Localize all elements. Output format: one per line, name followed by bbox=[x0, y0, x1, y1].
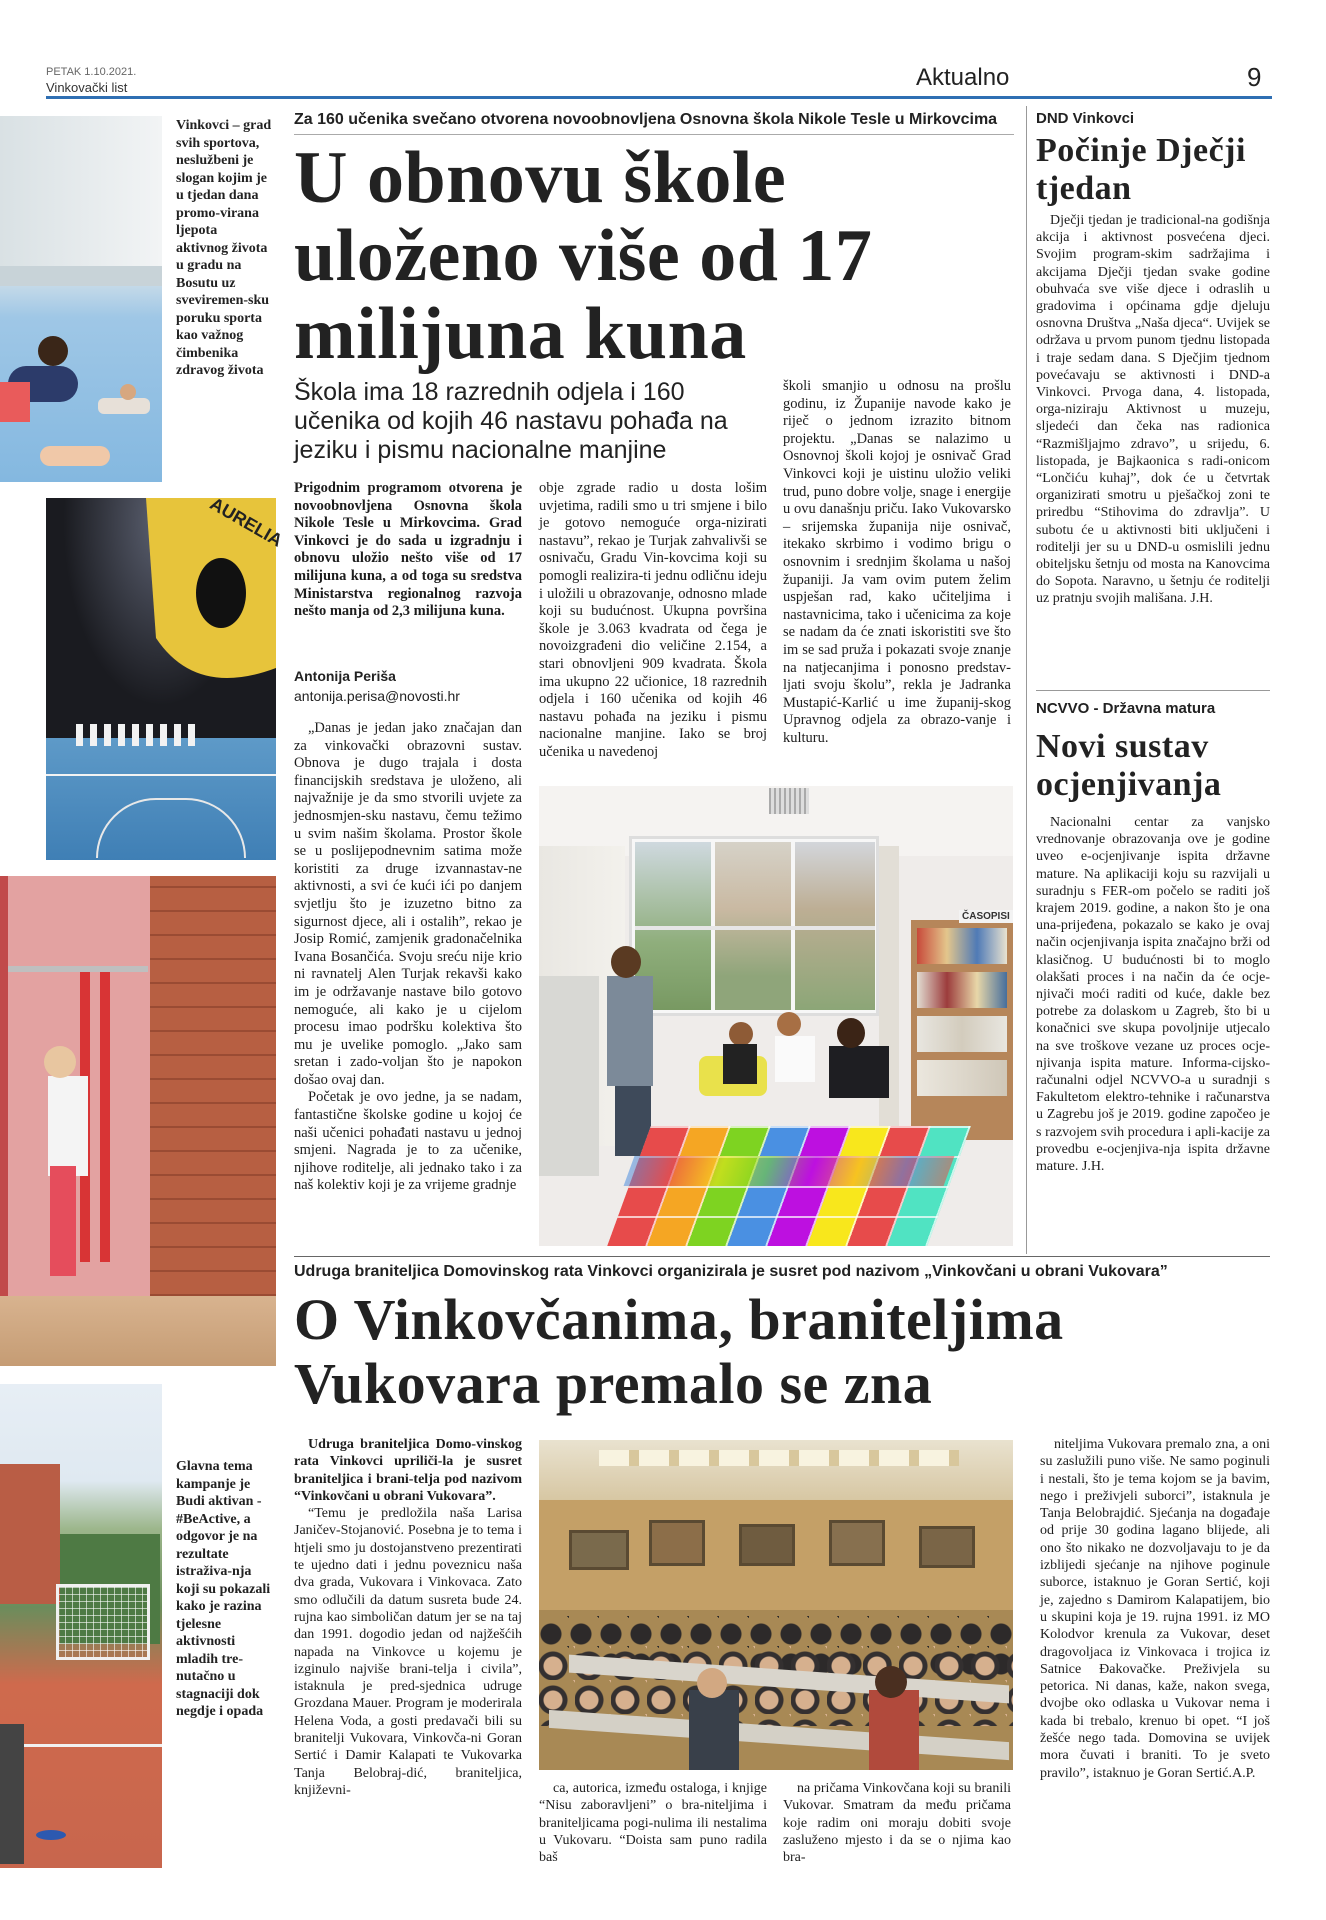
article2-lead: Udruga braniteljica Domo-vinskog rata Vinkovci upriliči-la je susret braniteljica i brani-telja pod nazivom “Vinkovčani u obrani Vukovara”. bbox=[294, 1437, 522, 1504]
article2-col3-text: na pričama Vinkovčana koji su branili Vukovar. Smatram da među pričama koje radim oni moraju dobiti svoje zasluženo mjesto i da se o njima kao bra- bbox=[783, 1781, 1011, 1866]
header-rule bbox=[46, 96, 1272, 99]
article2-col4-text: niteljima Vukovara premalo zna, a oni su zaslužili puno više. Ne samo poginuli i nestali, što je tema kojom se ja bavim, nego i preživjeli suborci”, istaknula je Tanja Belobrajdić. Sjećanja na događaje od prije 30 godina lagano blijede, ali ono što nikako ne dozvoljavaju to je da izblijedi sjećanje na njihove poginule suborce, istaknuo je Goran Sertić, koji je, zajedno s Damirom Kalapatijem, bio u skupini koja je 19. rujna 1991. iz MO Kolodvor krenula za Vukovar, deset dragovoljaca iz Vinkovaca i trojica iz Satnice Đakovačke. Preživjela su petorica. Ni danas, kaže, nakon svega, dvojbe oko odlaska u Vukovar nema i kada bi trebalo, krenuo bi opet. “I još žešće nego tada. Domovina se uvijek mora čuvati i braniti. To je sveto pravilo”, istaknuo je Goran Sertić.A.P. bbox=[1040, 1437, 1270, 1781]
ncvvo-kicker: NCVVO - Državna matura bbox=[1036, 700, 1216, 717]
article2-column2 bbox=[539, 1780, 767, 1866]
article2-column4 bbox=[1040, 1436, 1270, 1782]
dnd-headline: Počinje Dječji tjedan bbox=[1036, 132, 1246, 207]
article1-col1-p1: „Danas je jedan jako značajan dan za vinkovački obrazovni sustav. Obnova je dugo trajala i dosta financijskih sredstava je uloženo, ali najvažnije je da smo stvorili uvjete za jednosmjen-sku nastavu, čemu težimo u svim našim školama. Prostor škole se u poslijepodnevnim satima može koristiti za druge izvannastav-ne aktivnosti, a svi će kući ići po danjem svjetlju što je izuzetno bitno za sigurnost djece, ali i ostalih”, rekao je Josip Romić, zamjenik gradonačelnika Ivana Bosančića. Svoju sreću nije krio ni ravnatelj Alen Turjak rekavši kako im je održavanje nastave bilo gotovo nemoguće, ali kako je u cijelom procesu imao podršku kolektiva što mu je uvelike pomoglo. „Jako sam sretan i zado-voljan što je napokon došao ovaj dan. bbox=[294, 720, 522, 1088]
article1-column2: obje zgrade radio u dosta lošim uvjetima, radili smo u tri smjene i bilo je gotovo nemoguće orga-nizirati nastavu”, rekao je Turjak zahvalivši se osnivaču, Gradu Vin-kovcima koji su pomogli realizira-ti jednu odličnu ideju i uložili u obrazovanje, odnosno mlade koji su budućnost. Ukupna površina škole je 3.063 kvadrata od čega je novoizgrađeni dio veličine 2.154, a stari obnovljeni 909 kvadrata. Škola ima ukupno 22 učionice, 18 razrednih odjela i 160 učenika od kojih 46 nastavu pohađa na jeziku i pismu nacionalne manjine. Iako se broj učenika u navedenoj bbox=[539, 480, 767, 760]
article2-top-rule bbox=[294, 1256, 1270, 1257]
dnd-body bbox=[1036, 212, 1270, 608]
section-title: Aktualno bbox=[916, 64, 1010, 91]
newspaper-name: Vinkovački list bbox=[46, 80, 128, 95]
article2-column1 bbox=[294, 1436, 522, 1799]
article2-col1-text: “Temu je predložila naša Larisa Janičev-Stojanović. Posebna je to tema i htjeli smo ju dostojanstveno prezentirati te ujedno dati i jednu poveznicu naša dva grada, Vukovara i Vinkovaca. Zato smo odlučili da datum susreta bude 24. rujna kao simboličan datum jer se na taj dan 1991. dogodio jedan od najžešćih napada na Vinkovce u kojemu je izginulo najviše brani-telja i civila”, istaknula je pred-sjednica udruge Grozdana Mauer. Program je moderirala Helena Voda, a gosti predavači bili su branitelji Vukovara, Vinkovča-ni Goran Sertić i Damir Kalapati te Vukovarka Tanja Belobraj-dić, braniteljica, književni- bbox=[294, 1506, 522, 1798]
article1-col1-p2: Početak je ovo jedne, ja se nadam, fantastične školske godine u kojoj će naši učenici pohađati nastavu u jednoj smjeni. Nagrada je to za učenike, njihove roditelje, ali jednako tako i za naš kolektiv koji je za vrijeme gradnje bbox=[294, 1089, 522, 1194]
banner-text: AURELIA bbox=[206, 493, 286, 551]
article1-author: Antonija Periša bbox=[294, 668, 396, 684]
dnd-kicker: DND Vinkovci bbox=[1036, 110, 1135, 127]
article1-column3: školi smanjio u odnosu na prošlu godinu, iz Županije navode kako je riječ o jednom izrazito bitnom projektu. „Danas se nalazimo u Osnovnoj školi kojoj je osnivač Grad Vinkovci koji je uistinu uložio veliki trud, puno dobre volje, snage i energije u ovu današnju priču. Iako Vukovarsko – srijemska županija nije osnivač, itekako skrbimo i vodimo brigu o osnovnim i srednjim školama u našoj županiji. Ja vam ovim putem želim uspješan rad, kako učiteljima i nastavnicima, tako i učenicima za koje se nadam da će znati iskoristiti sve što im se sad pruža i pokazati svoje znanje na natjecanjima i ponosno predstav-ljati svoju školu”, rekla je Jadranka Mustapić-Karlić u ime županij-skog Upravnog odjela za obrazo-vanje i kulturu. bbox=[783, 378, 1011, 746]
photo-gym-children bbox=[0, 116, 162, 482]
photo-outdoor-court bbox=[0, 1384, 162, 1868]
photo-girl-climbing bbox=[0, 876, 276, 1366]
article2-kicker: Udruga braniteljica Domovinskog rata Vinkovci organizirala je susret pod nazivom „Vinkovčani u obrani Vukovara” bbox=[294, 1263, 1168, 1280]
sidebar-caption-sports: Vinkovci – grad svih sportova, neslužbeni je slogan kojim je u tjedan dana promo-virana ljepota aktivnog života u gradu na Bosutu uz sveviremen-sku poruku sporta kao važnog čimbenika zdravog života bbox=[176, 118, 272, 378]
article2-col2-text: ca, autorica, između ostaloga, i knjige “Nisu zaboravljeni” o bra-niteljima i braniteljicama pogi-nulima ili nestalima u Vukovaru. “Doista sam puno radila baš bbox=[539, 1781, 767, 1866]
article1-kicker: Za 160 učenika svečano otvorena novoobnovljena Osnovna škola Nikole Tesle u Mirkovcima bbox=[294, 111, 998, 128]
article1-subheadline: Škola ima 18 razrednih odjela i 160 učenika od kojih 46 nastavu pohađa na jeziku i pismu nacionalne manjine bbox=[294, 378, 728, 464]
dnd-body-text: Dječji tjedan je tradicional-na godišnja akcija i aktivnost posvećena djeci. Svojim program-skim sadržajima i akcijama Dječji tjedan svake godine obuhvaća sve više djece i odraslih u gradovima i općinama gdje djeluju osnovna Društva „Naša djeca“. Uvijek se održava u prvom punom tjednu listopada i traje sedam dana. S Dječjim tjednom povećavaju se aktivnosti i DND-a Vinkovci. Prvoga dana, 4. listopada, orga-niziraju Aktivnost u muzeju, sljedeći dan čeka nas radionica “Razmišljajmo zdravo”, u srijedu, 6. listopada, je Bajkaonica s radi-onicom “Lončiću kuhaj”, dok će u četvrtak organizirati smotru u pješačkoj zoni te priredbu “Stihovima do zdravlja”. U subotu će u aktivnosti biti uključeni i roditelji jer su u DND-u osmislili jednu obiteljsku šetnju od mosta na Kanovcima do Sopota. Naravno, u šetnju će roditelji uz pratnju svojih mališana. J.H. bbox=[1036, 213, 1270, 607]
article1-email: antonija.perisa@novosti.hr bbox=[294, 688, 460, 704]
photo-conference-hall bbox=[539, 1440, 1013, 1770]
right-column-divider bbox=[1026, 106, 1027, 1254]
ncvvo-body bbox=[1036, 814, 1270, 1175]
ncvvo-body-text: Nacionalni centar za vanjsko vrednovanje obrazovanja ove je godine uveo e-ocjenjivanje ispita državne mature. Na aplikaciji koju su razvijali u suradnju s FER-om počelo se raditi još krajem 2019. godine, a nakon što je ona una-prijeđena, pokazalo se kako je ovaj način ocjenjivanja ispita značajno brži od klasičnog. U budućnosti bi to moglo olakšati proces i na način da će ocje-njivači moći raditi od kuće, dakle bez potrebe za dolaskom u Zagreb, što bi u konačnici sve skupa povoljnije utjecalo na sve troškove vezane uz proces ocje-njivanja ispita mature. Informa-cijsko-računalni odjel NCVVO-a u suradnji s Fakultetom elektro-tehnike i računarstva u Zagrebu još je 2019. godine započeo je s razvojem svih procedura i apli-kacije za provedbu e-ocjenjiva-nja ispita državne mature. J.H. bbox=[1036, 815, 1270, 1175]
dnd-rule bbox=[1036, 690, 1270, 691]
article2-column3 bbox=[783, 1780, 1011, 1866]
article1-kicker-rule bbox=[294, 134, 1014, 135]
article1-lead: Prigodnim programom otvorena je novoobnovljena Osnovna škola Nikole Tesle u Mirkovcima. Grad Vinkovci je do sada u izgradnju i obnovu uložio nešto više od 17 milijuna kuna, a od toga su sredstva Ministarstva regionalnog razvoja nešto manja od 2,3 milijuna kuna. bbox=[294, 480, 522, 620]
article1-column1 bbox=[294, 720, 522, 1195]
library-sign: ČASOPISI bbox=[959, 910, 1013, 923]
issue-date: PETAK 1.10.2021. bbox=[46, 66, 137, 78]
photo-futsal-hall bbox=[46, 493, 286, 860]
article1-headline: U obnovu škole uloženo više od 17 milijuna kuna bbox=[294, 137, 873, 375]
article2-headline: O Vinkovčanima, braniteljima Vukovara premalo se zna bbox=[294, 1287, 1064, 1416]
sidebar-caption-beactive: Glavna tema kampanje je Budi aktivan - #BeActive, a odgovor je na rezultate istraživa-nja koji su pokazali kako je razina tjelesne aktivnosti mladih tre-nutačno u stagnaciji dok negdje i opada bbox=[176, 1459, 271, 1719]
page-number: 9 bbox=[1247, 62, 1262, 92]
photo-school-library bbox=[539, 786, 1013, 1246]
ncvvo-headline: Novi sustav ocjenjivanja bbox=[1036, 728, 1222, 803]
